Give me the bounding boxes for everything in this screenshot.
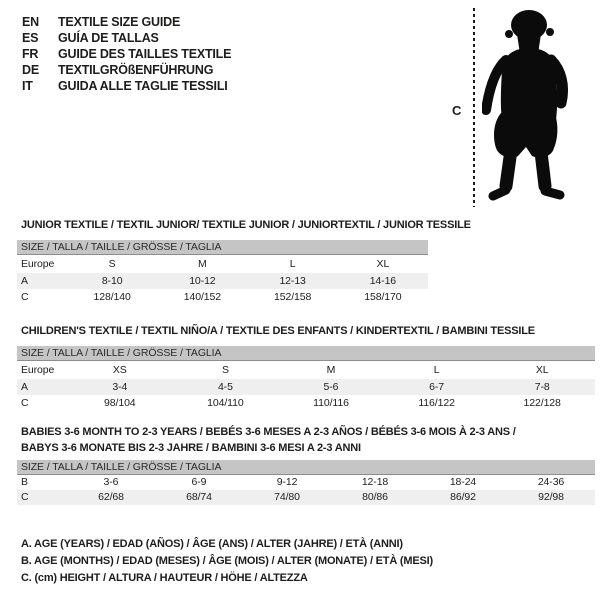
table-rows <box>17 361 595 411</box>
table-title-line: BABIES 3-6 MONTH TO 2-3 YEARS / BEBÉS 3-6 MESES A 2-3 AÑOS / BÉBÉS 3-6 MOIS À 2-3 ANS / <box>21 426 516 438</box>
height-dotted-line <box>473 8 475 207</box>
language-row <box>22 62 231 78</box>
language-title: GUÍA DE TALLAS <box>58 31 159 45</box>
table-cell: XL <box>376 258 390 270</box>
table-title-junior <box>21 217 471 233</box>
table-row <box>17 395 595 411</box>
table-cell: 128/140 <box>93 291 131 303</box>
legend-footnotes <box>21 536 433 587</box>
language-title: TEXTILGRÖßENFÜHRUNG <box>58 63 214 77</box>
row-label: B <box>21 476 28 488</box>
language-row <box>22 30 231 46</box>
row-label: A <box>21 381 28 393</box>
table-cell: 7-8 <box>534 381 550 393</box>
table-title-children <box>21 323 535 339</box>
legend-line: B. AGE (MONTHS) / EDAD (MESES) / ÂGE (MOIS) / ALTER (MONATE) / ETÀ (MESI) <box>21 555 433 567</box>
language-code: ES <box>22 31 39 45</box>
row-label: A <box>21 275 28 287</box>
table-cell: 9-12 <box>276 476 298 488</box>
table-cell: XS <box>112 364 127 376</box>
table-cell: 10-12 <box>189 275 216 287</box>
table-rows <box>17 255 428 305</box>
table-row <box>17 289 428 305</box>
row-label: Europe <box>21 258 55 270</box>
table-row <box>17 273 428 289</box>
table-cell: 3-6 <box>103 476 119 488</box>
table-cell: 110/116 <box>313 397 349 409</box>
table-cell: 6-7 <box>429 381 445 393</box>
table-cell: S <box>221 364 229 376</box>
size-table-children <box>17 346 595 411</box>
table-cell: 80/86 <box>362 491 388 503</box>
table-cell: 152/158 <box>273 291 312 303</box>
table-rows <box>17 475 595 505</box>
height-label-c: C <box>452 103 462 118</box>
size-header-bar: SIZE / TALLA / TAILLE / GRÖSSE / TAGLIA <box>17 240 428 255</box>
table-cell: 140/152 <box>183 291 221 303</box>
table-cell: 4-5 <box>217 381 233 393</box>
row-label: C <box>21 491 29 503</box>
table-cell: 6-9 <box>191 476 207 488</box>
table-cell: 5-6 <box>323 381 339 393</box>
table-title-line: BABYS 3-6 MONATE BIS 2-3 JAHRE / BAMBINI 3-6 MESI A 2-3 ANNI <box>21 442 361 454</box>
language-row <box>22 14 231 30</box>
legend-line: C. (cm) HEIGHT / ALTURA / HAUTEUR / HÖHE / ALTEZZA <box>21 572 308 584</box>
table-cell: 62/68 <box>98 491 124 503</box>
table-cell: 116/122 <box>418 397 455 409</box>
legend-line: A. AGE (YEARS) / EDAD (AÑOS) / ÂGE (ANS) / ALTER (JAHRE) / ETÀ (ANNI) <box>21 538 403 550</box>
table-cell: 3-4 <box>112 381 128 393</box>
table-cell: L <box>433 364 440 376</box>
table-cell: 92/98 <box>538 491 564 503</box>
table-row <box>17 490 595 505</box>
table-cell: S <box>108 258 116 270</box>
table-cell: 14-16 <box>369 275 397 287</box>
table-cell: 122/128 <box>523 397 561 409</box>
row-label: Europe <box>21 364 55 376</box>
table-row <box>17 475 595 490</box>
table-cell: M <box>326 364 336 376</box>
table-row <box>17 379 595 395</box>
row-label: C <box>21 397 29 409</box>
language-row <box>22 78 231 94</box>
language-title: GUIDA ALLE TAGLIE TESSILI <box>58 79 228 93</box>
table-cell: 74/80 <box>274 491 300 503</box>
language-title: GUIDE DES TAILLES TEXTILE <box>58 47 232 61</box>
language-code: EN <box>22 15 39 29</box>
table-cell: 68/74 <box>186 491 212 503</box>
table-cell: 86/92 <box>450 491 476 503</box>
table-cell: 8-10 <box>101 275 123 287</box>
table-cell: L <box>289 258 296 270</box>
language-code: IT <box>22 79 33 93</box>
table-cell: 104/110 <box>207 397 244 409</box>
language-title: TEXTILE SIZE GUIDE <box>58 15 181 29</box>
size-table-junior <box>17 240 428 305</box>
row-label: C <box>21 291 29 303</box>
language-code: FR <box>22 47 39 61</box>
table-cell: M <box>198 258 207 270</box>
table-cell: 12-13 <box>279 275 306 287</box>
table-cell: 18-24 <box>449 476 477 488</box>
table-title-line: JUNIOR TEXTILE / TEXTIL JUNIOR/ TEXTILE JUNIOR / JUNIORTEXTIL / JUNIOR TESSILE <box>21 219 471 231</box>
language-row <box>22 46 231 62</box>
language-code: DE <box>22 63 39 77</box>
language-list <box>22 14 231 94</box>
table-cell: 24-36 <box>537 476 565 488</box>
size-header-bar: SIZE / TALLA / TAILLE / GRÖSSE / TAGLIA <box>17 460 595 475</box>
size-table-babies <box>17 460 595 505</box>
size-header-bar: SIZE / TALLA / TAILLE / GRÖSSE / TAGLIA <box>17 346 595 361</box>
table-title-babies <box>21 424 516 456</box>
table-cell: XL <box>535 364 549 376</box>
table-row <box>17 255 428 273</box>
table-title-line: CHILDREN'S TEXTILE / TEXTIL NIÑO/A / TEXTILE DES ENFANTS / KINDERTEXTIL / BAMBINI TESSILE <box>21 325 535 337</box>
table-cell: 158/170 <box>364 291 402 303</box>
table-row <box>17 361 595 379</box>
baby-silhouette-icon <box>482 8 574 208</box>
table-cell: 98/104 <box>104 397 136 409</box>
table-cell: 12-18 <box>361 476 389 488</box>
